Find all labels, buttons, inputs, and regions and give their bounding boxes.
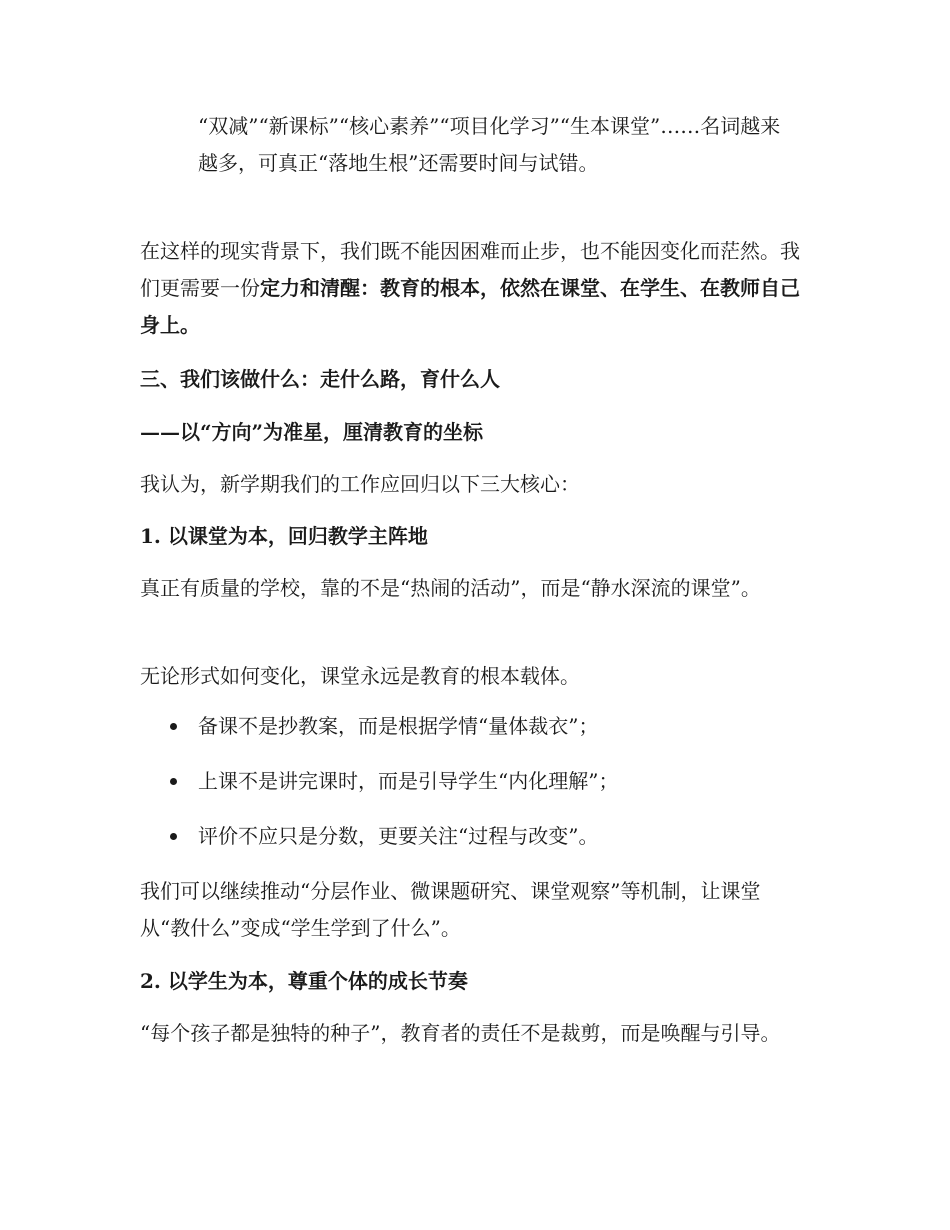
item-2-heading: 2. 以学生为本，尊重个体的成长节奏 — [140, 969, 468, 993]
paragraph-background — [140, 233, 800, 344]
item-1-heading: 1. 以课堂为本，回归教学主阵地 — [140, 524, 428, 548]
list-item — [140, 818, 780, 855]
bullet-icon — [170, 833, 177, 840]
item-1-paragraph-1: 真正有质量的学校，靠的不是“热闹的活动”，而是“静水深流的课堂”。 — [140, 576, 761, 600]
item-1-paragraph-2: 无论形式如何变化，课堂永远是教育的根本载体。 — [140, 664, 580, 688]
intro-paragraph: 我认为，新学期我们的工作应回归以下三大核心： — [140, 472, 580, 496]
list-item — [140, 708, 780, 745]
section-3-subtitle: ——以“方向”为准星，厘清教育的坐标 — [140, 420, 484, 444]
section-3-title: 三、我们该做什么：走什么路，育什么人 — [140, 367, 500, 391]
paragraph-background-emphasis: 定力和清醒：教育的根本，依然在课堂、在学生、在教师自己身上。 — [140, 276, 800, 337]
bullet-icon — [170, 778, 177, 785]
list-item-text: 评价不应只是分数，更要关注“过程与改变”。 — [198, 824, 599, 848]
item-2-paragraph-1: “每个孩子都是独特的种子”，教育者的责任不是裁剪，而是唤醒与引导。 — [140, 1021, 781, 1045]
paragraph-background-text: 在这样的现实背景下，我们既不能因困难而止步，也不能因变化而茫然。我们更需要一份 — [140, 239, 800, 300]
list-item-text: 备课不是抄教案，而是根据学情“量体裁衣”； — [198, 714, 599, 738]
quote-block: “双减”“新课标”“核心素养”“项目化学习”“生本课堂”……名词越来越多，可真正“落地生根”还需要时间与试错。 — [198, 114, 781, 175]
bullet-icon — [170, 723, 177, 730]
list-item — [140, 763, 780, 800]
list-item-text: 上课不是讲完课时，而是引导学生“内化理解”； — [198, 769, 619, 793]
item-1-paragraph-3: 我们可以继续推动“分层作业、微课题研究、课堂观察”等机制，让课堂从“教什么”变成“学生学到了什么”。 — [140, 879, 761, 940]
